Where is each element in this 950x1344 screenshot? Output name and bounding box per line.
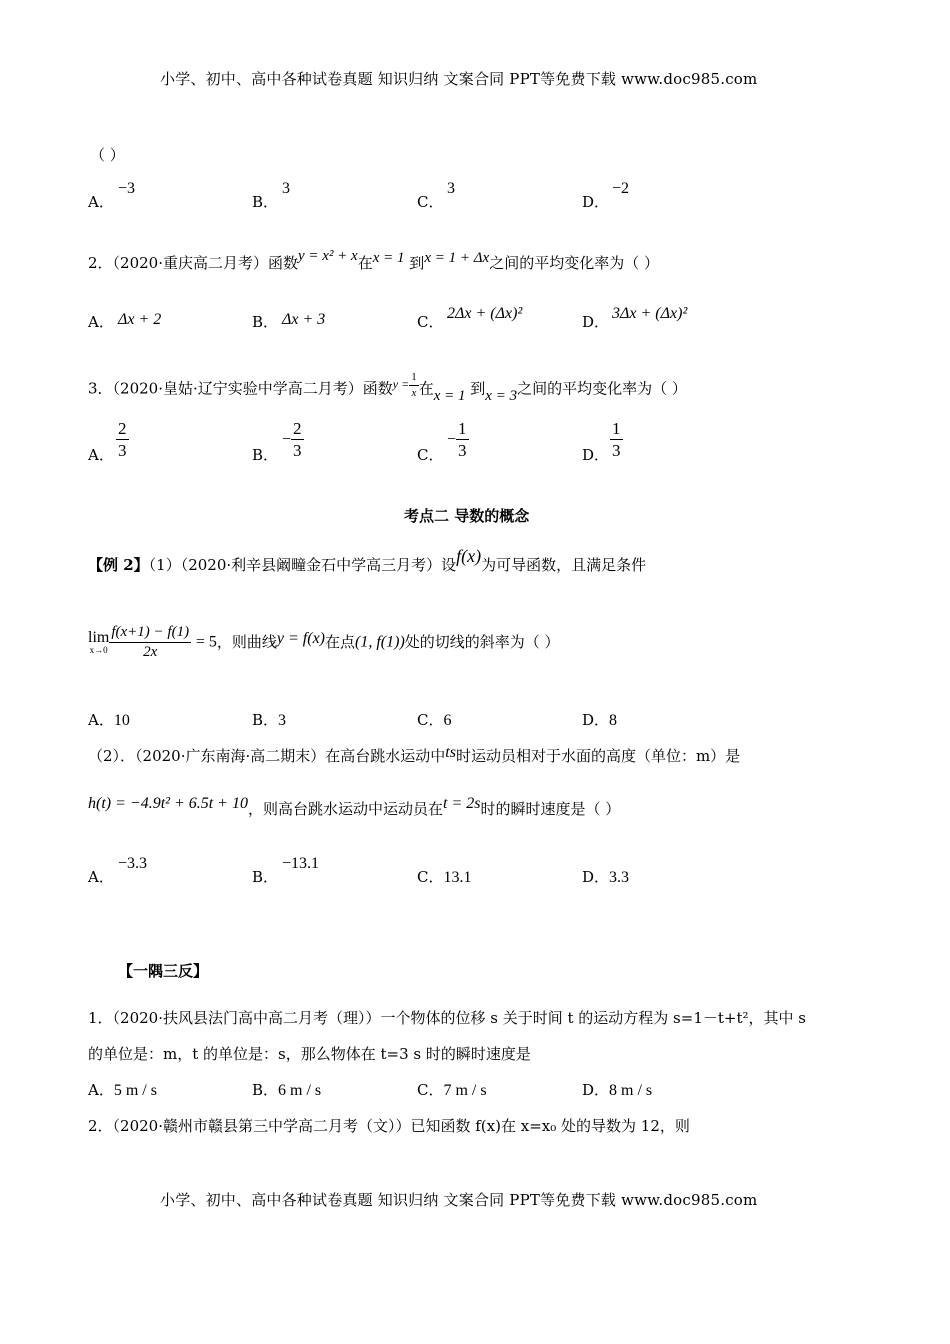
practice-q1-line1: 1．（2020·扶风县法门高中高二月考（理））一个物体的位移 s 关于时间 t 的运动方程为 s=1－t+t²，其中 s	[88, 1009, 806, 1027]
q3-a-den: 3	[118, 441, 127, 460]
q3-d-den: 3	[612, 441, 621, 460]
lim-block	[88, 630, 109, 655]
practice-q1-opt-c: C．7 m / s	[417, 1081, 487, 1099]
q0-option-a-value: −3	[118, 180, 136, 197]
q2-option-d-label: D．	[582, 313, 610, 331]
q3-to: x = 3	[485, 387, 518, 404]
q2-prefix: 2．（2020·重庆高二月考）函数	[88, 254, 298, 272]
section-title: 考点二 导数的概念	[404, 507, 530, 525]
q2-option-b-value: Δx + 3	[282, 311, 326, 328]
q0-option-d-value: −2	[612, 180, 630, 197]
ex2-opt1-d: D．8	[582, 711, 618, 729]
ex2-part2-c: ，则高台跳水运动中运动员在	[247, 800, 443, 818]
q2-to: x = 1 + Δx	[424, 250, 490, 266]
ex2-h-eq: h(t) = −4.9t² + 6.5t + 10	[88, 795, 248, 812]
ex2-opt1-c: C．6	[417, 711, 452, 729]
cond-end: 处的切线的斜率为（ ）	[404, 633, 560, 651]
q3-d-num: 1	[612, 419, 621, 438]
practice-q1-opt-a: A．5 m / s	[88, 1081, 157, 1099]
q3-option-b-value	[282, 420, 304, 459]
practice-q1-line2: 的单位是：m，t 的单位是：s，那么物体在 t=3 s 时的瞬时速度是	[88, 1045, 531, 1063]
q3-func-num: 1	[409, 372, 419, 386]
page-footer: 小学、初中、高中各种试卷真题 知识归纳 文案合同 PPT等免费下载 www.doc985.com	[160, 1191, 758, 1209]
q3-func-den: x	[411, 387, 417, 399]
practice-q1-opt-d: D．8 m / s	[582, 1081, 653, 1099]
example-2-part-2	[88, 744, 741, 765]
q3-b-den: 3	[293, 441, 302, 460]
lim-den: 2x	[143, 644, 158, 660]
ex2-opt1-b: B．3	[252, 711, 287, 729]
q3-mid1: 在	[418, 379, 434, 398]
lim-frac	[109, 625, 191, 660]
q0-option-d-label: D．	[582, 193, 610, 211]
q3-c-sign: −	[447, 431, 457, 448]
ex2-opt2-c: C．13.1	[417, 868, 472, 886]
lim-word: lim	[88, 629, 110, 646]
question-2	[88, 248, 659, 272]
q3-option-a-value	[116, 420, 129, 459]
ex2-part1: （1）（2020·利辛县阚疃金石中学高三月考）设	[148, 556, 457, 574]
ex2-fx: f(x)	[456, 546, 482, 566]
q2-option-a-value: Δx + 2	[118, 311, 162, 328]
q3-prefix: 3．（2020·皇姑·辽宁实验中学高二月考）函数	[88, 379, 393, 398]
ex2-part2-b: 时运动员相对于水面的高度（单位：m）是	[455, 747, 741, 765]
practice-q2-line: 2．（2020·赣州市赣县第三中学高二月考（文））已知函数 f(x)在 x=x₀ 处的导数为 12，则	[88, 1117, 690, 1135]
q3-option-d-label: D．	[582, 446, 610, 464]
lim-sub: x→0	[89, 645, 108, 655]
q2-mid1: 在	[357, 254, 373, 272]
q0-option-c-label: C．	[417, 193, 444, 211]
q3-c-num: 1	[458, 419, 467, 438]
q2-option-b-label: B．	[252, 313, 279, 331]
q2-mid2: 到	[409, 254, 425, 272]
point: (1, f(1))	[355, 633, 405, 651]
q2-option-a-label: A．	[88, 313, 114, 331]
q3-from: x = 1	[433, 387, 466, 404]
ex2-t-eq: t = 2s	[443, 795, 481, 812]
example-2-tag: 【例 2】	[88, 556, 149, 574]
q0-option-c-value: 3	[447, 180, 455, 197]
q2-option-c-label: C．	[417, 313, 444, 331]
q3-suffix: 之间的平均变化率为（ ）	[517, 379, 687, 398]
cond-mid2: 在点	[325, 633, 356, 651]
ex2-opt2-d: D．3.3	[582, 868, 630, 886]
q3-func-lhs: y =	[392, 376, 410, 391]
question-3	[88, 371, 687, 404]
ex2-opt2-a-label: A．	[88, 868, 114, 886]
ex2-opt2-b-value: −13.1	[282, 855, 320, 872]
ex2-part1-end: 为可导函数，且满足条件	[481, 556, 647, 574]
ex2-part2-a: （2）．（2020·广东南海·高二期末）在高台跳水运动中	[88, 747, 446, 765]
q2-from: x = 1	[372, 250, 405, 266]
ex2-opt1-a: A．10	[88, 711, 130, 729]
q3-b-sign: −	[282, 431, 292, 448]
q0-option-b-value: 3	[282, 180, 290, 197]
practice-title: 【一隅三反】	[118, 962, 209, 980]
q3-func-frac	[409, 372, 419, 399]
q0-paren: （ ）	[90, 146, 125, 164]
cond-mid: ，则曲线	[216, 633, 277, 651]
practice-q1-opt-b: B．6 m / s	[252, 1081, 322, 1099]
q3-c-den: 3	[458, 441, 467, 460]
q2-option-d-value: 3Δx + (Δx)²	[612, 305, 688, 322]
q3-mid2: 到	[470, 379, 486, 398]
limit-expression	[88, 625, 560, 660]
q2-suffix: 之间的平均变化率为（ ）	[489, 254, 659, 272]
q0-option-b-label: B．	[252, 193, 279, 211]
page-header: 小学、初中、高中各种试卷真题 知识归纳 文案合同 PPT等免费下载 www.doc985.com	[160, 70, 758, 88]
ex2-opt2-b-label: B．	[252, 868, 279, 886]
q3-option-a-label: A．	[88, 446, 114, 464]
q3-option-c-label: C．	[417, 446, 444, 464]
lim-eq: = 5	[195, 633, 217, 651]
q3-option-c-value	[447, 420, 469, 459]
ex2-part2-d: 时的瞬时速度是（ ）	[480, 800, 621, 818]
q0-option-a-label: A．	[88, 193, 114, 211]
q3-option-d-value	[610, 420, 623, 459]
ex2-ts: ts	[445, 744, 456, 761]
q2-func: y = x² + x	[298, 248, 358, 264]
ex2-opt2-a-value: −3.3	[118, 855, 148, 872]
q2-option-c-value: 2Δx + (Δx)²	[447, 305, 523, 322]
curve-eq: y = f(x)	[276, 629, 325, 647]
height-equation-line	[88, 795, 621, 818]
example-2-part-1	[88, 546, 647, 574]
q3-a-num: 2	[118, 419, 127, 438]
lim-num: f(x+1) − f(1)	[109, 625, 191, 643]
q3-b-num: 2	[293, 419, 302, 438]
q3-option-b-label: B．	[252, 446, 279, 464]
